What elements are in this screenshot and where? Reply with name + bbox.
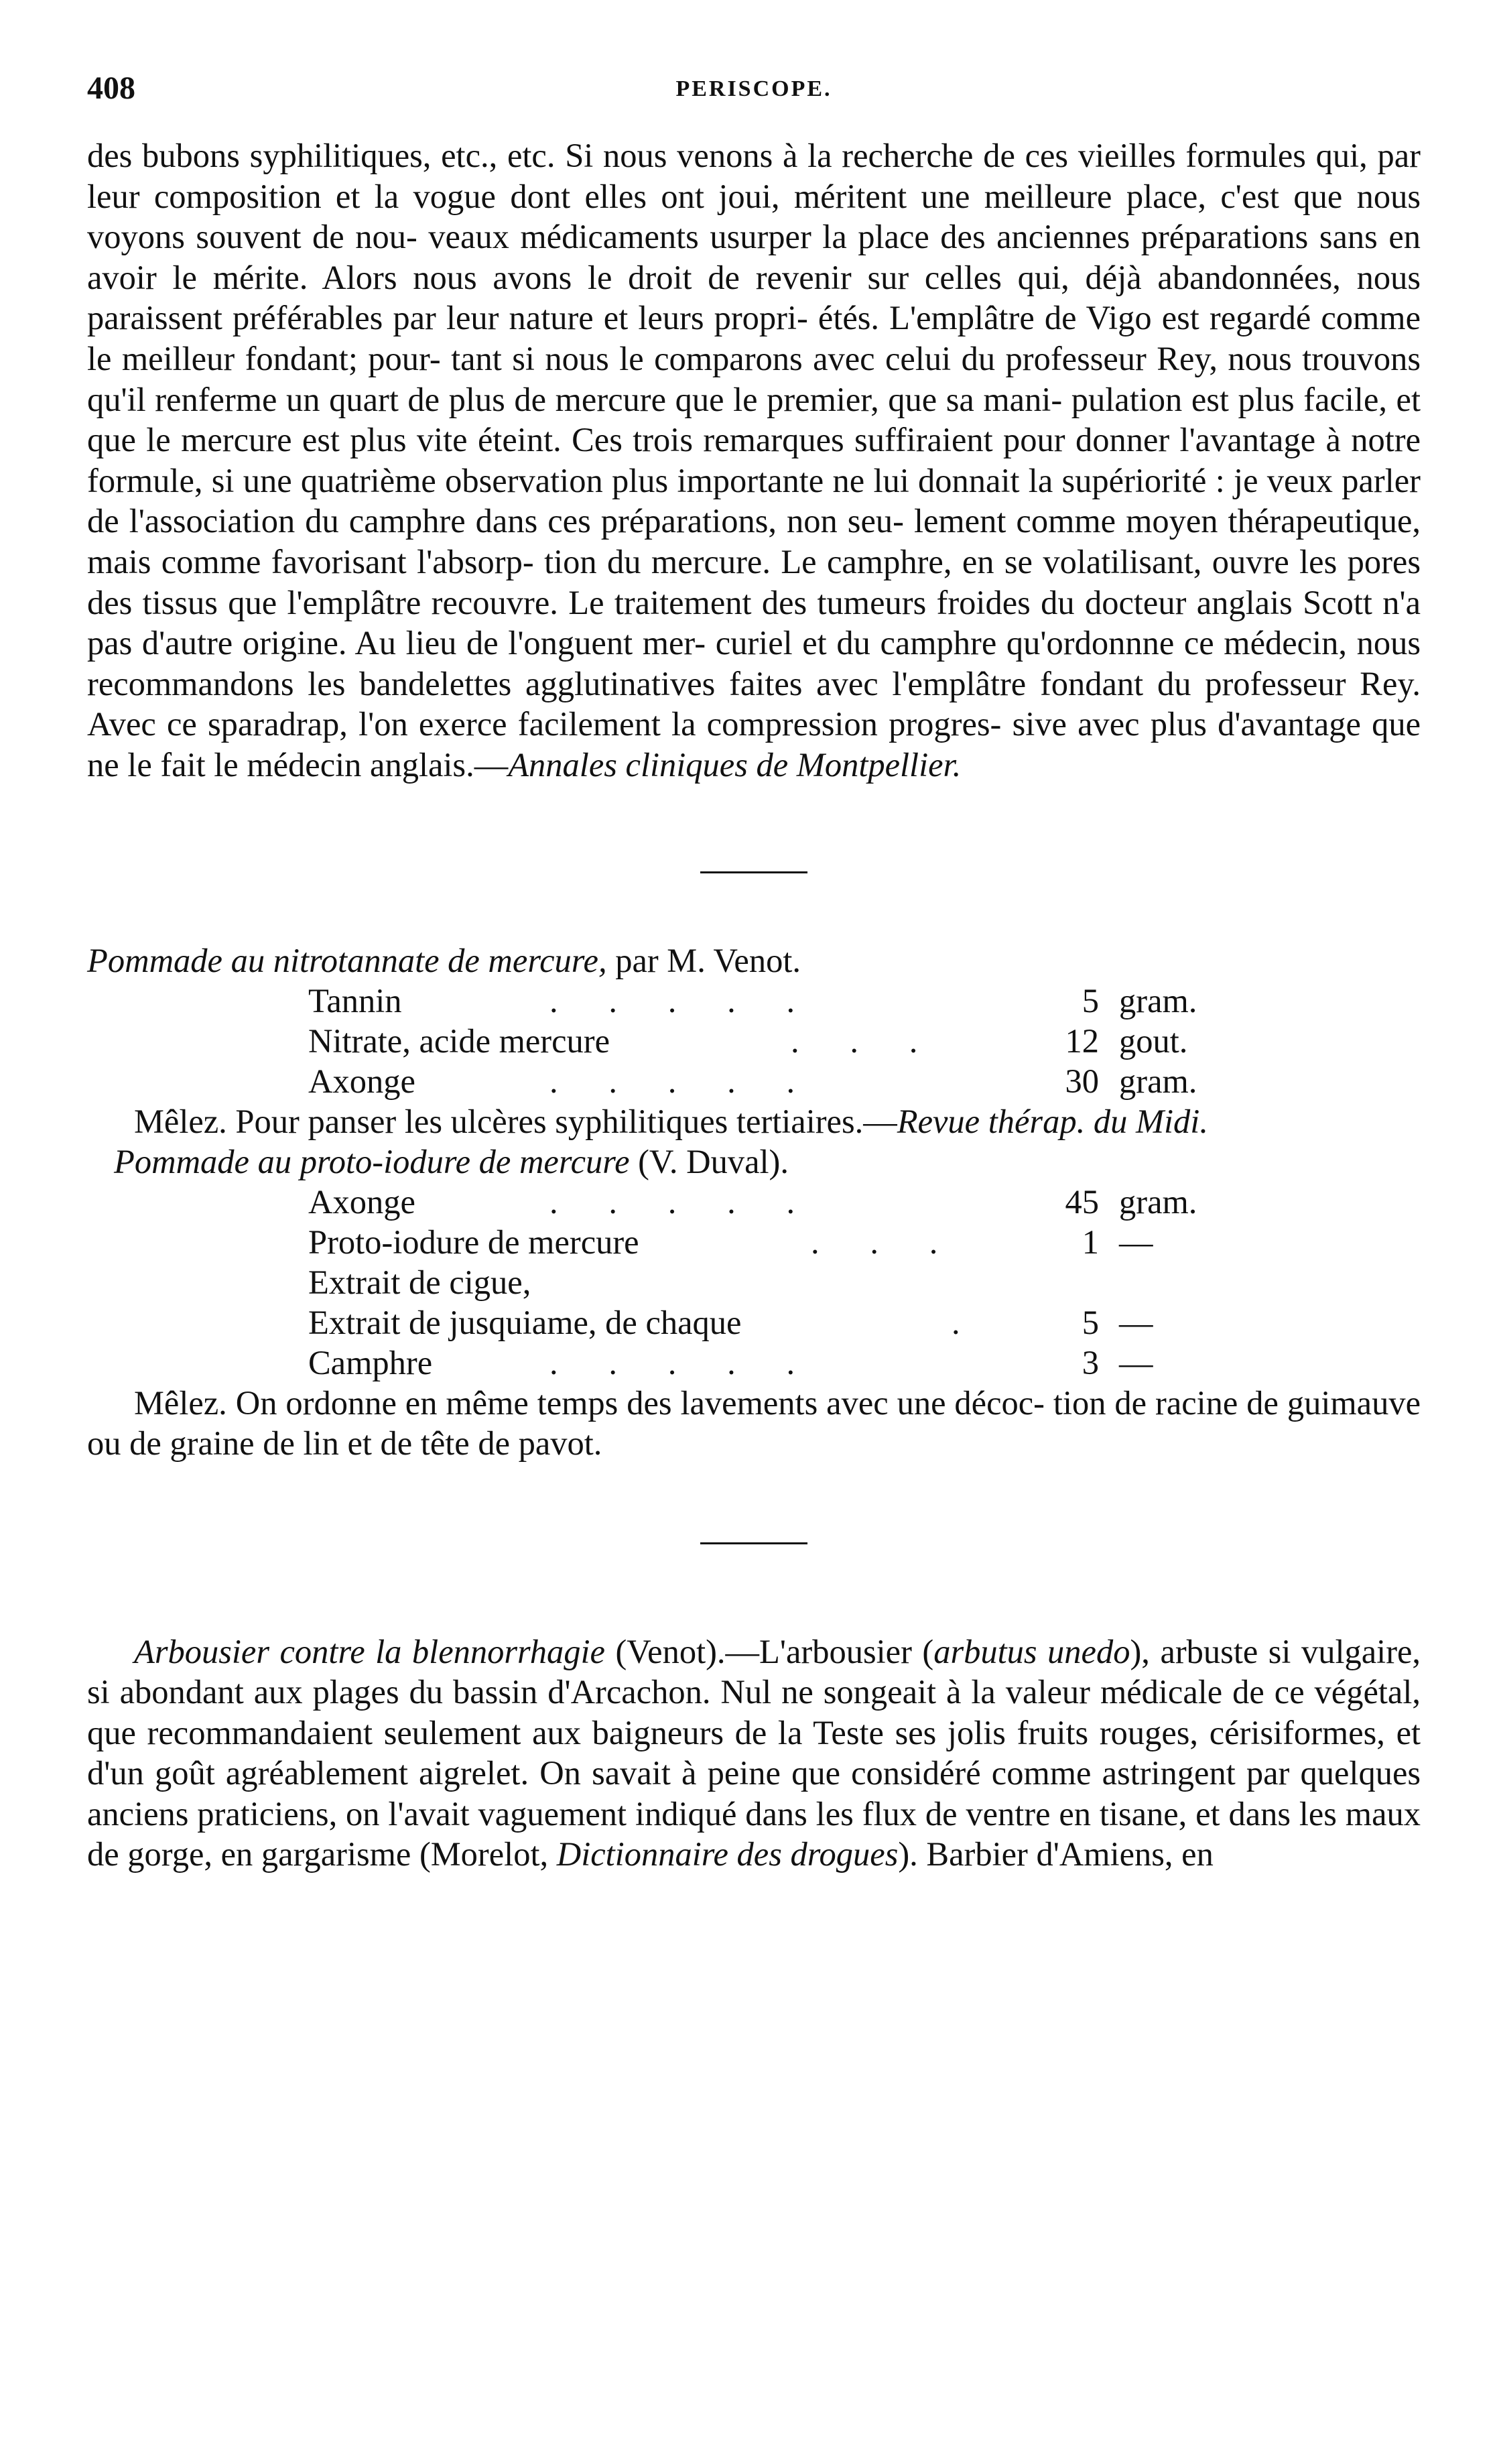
leader-dots: . . . . . [549, 1182, 795, 1221]
text-line: avoir le mérite. Alors nous avons le droit de revenir sur celles qui, déjà [87, 258, 1142, 296]
text-line: veux parler de l'association du camphre dans ces préparations, non seu- [87, 461, 1421, 540]
text-line: veaux médicaments usurper la place des anciennes préparations sans en [428, 218, 1421, 256]
formula-title [114, 1142, 1421, 1182]
text-line: vieilles formules qui, par leur composition et la vogue dont elles ont joui, [87, 137, 1421, 215]
ingredient-unit: gram. [1119, 981, 1197, 1020]
ingredient-unit: gram. [1119, 1062, 1197, 1100]
instruction-text: Mêlez. On ordonne en même temps des lavements avec une décoc- [134, 1383, 1045, 1422]
ingredient-name: Camphre [308, 1343, 433, 1381]
article-title: Arbousier contre la blennorrhagie [134, 1632, 605, 1670]
ingredient-row [308, 1061, 1197, 1101]
text-line: indiqué dans les flux de ventre en tisane, et dans les maux de gorge, en [87, 1794, 1421, 1873]
ingredient-unit: — [1119, 1303, 1153, 1341]
ingredient-unit: gram. [1119, 1182, 1197, 1221]
page-header [87, 54, 1421, 127]
source-citation: du Midi. [1093, 1102, 1208, 1140]
section-divider [700, 1542, 807, 1544]
text-line: gargarisme (Morelot, [261, 1835, 557, 1873]
text-line: Rey. Avec ce sparadrap, l'on exerce facilement la compression progres- [87, 664, 1421, 743]
formula-author: (V. Duval). [629, 1142, 789, 1180]
leader-dots: . . . [811, 1223, 938, 1261]
text-line: tant si nous le comparons avec celui du professeur Rey, nous trouvons [451, 339, 1421, 377]
ingredient-name: Extrait de cigue, [308, 1263, 531, 1301]
text-line: étés. L'emplâtre de Vigo est regardé comme le meilleur fondant; pour- [87, 299, 1421, 377]
text-line: des bubons syphilitiques, etc., etc. Si nous venons à la recherche de ces [87, 137, 1069, 174]
ingredient-unit: — [1119, 1223, 1153, 1261]
text-line: arbuste si vulgaire, si abondant aux plages du bassin d'Arcachon. Nul [87, 1632, 1421, 1711]
text-line: tion du mercure. Le camphre, en se volatilisant, ouvre les pores des [87, 542, 1421, 621]
text-line: abandonnées, nous paraissent préférables par leur nature et leurs propri- [87, 258, 1421, 337]
instruction-text: tion de racine de guimauve ou de graine de lin et de tête de pavot. [87, 1383, 1421, 1462]
ingredient-unit: — [1119, 1343, 1153, 1381]
leader-dots: . [952, 1303, 960, 1341]
text-line: ). Barbier d'Amiens, en [898, 1835, 1214, 1873]
text-line: (Venot).—L'arbousier ( [604, 1632, 934, 1670]
text-line: méritent une meilleure place, c'est que nous voyons souvent de nou- [87, 177, 1421, 256]
formula-author: par M. Venot. [606, 941, 801, 979]
ingredient-quantity: 3 [1082, 1343, 1099, 1381]
ingredient-unit: gout. [1119, 1022, 1188, 1060]
text-line: quatrième observation plus importante ne lui donnait la supériorité : je [300, 461, 1258, 499]
leader-dots: . . . . . [549, 1343, 795, 1381]
text-line: bandelettes agglutinatives faites avec l'emplâtre fondant du professeur [359, 664, 1346, 702]
ingredient-list [308, 981, 1197, 1101]
ingredient-row [308, 1021, 1193, 1061]
ingredient-quantity: 5 [1082, 981, 1099, 1020]
text-line: docteur anglais Scott n'a pas d'autre origine. Au lieu de l'onguent mer- [87, 583, 1421, 662]
source-citation: Annales [508, 745, 617, 784]
source-citation: cliniques de Montpellier. [625, 745, 962, 784]
ingredient-name: Extrait de jusquiame, de chaque [308, 1303, 742, 1341]
formula-instructions [87, 1383, 1421, 1463]
formula-name: Pommade au proto-iodure de mercure [114, 1142, 630, 1180]
text-line: curiel et du camphre qu'ordonnne ce médecin, nous recommandons les [87, 624, 1421, 702]
text-line: qu'il renferme un quart de plus de mercure que le premier, que sa mani- [87, 380, 1063, 418]
formula-instructions [87, 1101, 1421, 1142]
ingredient-quantity: 5 [1082, 1303, 1099, 1341]
ingredient-name: Axonge [308, 1182, 415, 1221]
text-line: tissus que l'emplâtre recouvre. Le traitement des tumeurs froides du [142, 583, 1075, 621]
leader-dots: . . . . . [549, 981, 795, 1020]
text-line: lement comme moyen thérapeutique, mais comme favorisant l'absorp- [87, 502, 1421, 580]
leader-dots: . . . [791, 1022, 918, 1060]
source-citation: Revue thérap. [897, 1102, 1086, 1140]
ingredient-quantity: 1 [1082, 1223, 1099, 1261]
ingredient-quantity: 45 [1065, 1182, 1099, 1221]
ingredient-name: Proto-iodure de mercure [308, 1223, 639, 1261]
text-line: remarques suffiraient pour donner l'avantage à notre formule, si une [87, 421, 1421, 499]
ingredient-quantity: 12 [1065, 1022, 1099, 1060]
ingredient-list [308, 1182, 1197, 1383]
text-line: ne songeait à la valeur médicale de ce végétal, que recommandaient [87, 1673, 1421, 1751]
source-citation: Dictionnaire des drogues [556, 1835, 899, 1873]
text-line: ), [1130, 1632, 1150, 1670]
page-number: 408 [87, 70, 135, 106]
ingredient-quantity: 30 [1065, 1062, 1099, 1100]
leader-dots: . . . . . [549, 1062, 795, 1100]
latin-name: arbutus unedo [933, 1632, 1130, 1670]
formula-name: Pommade au nitrotannate de mercure, [87, 941, 607, 979]
article-emplatre-text [87, 135, 1421, 786]
text-line: sive avec plus d'avantage que ne le fait le médecin anglais.— [87, 705, 1421, 784]
ingredient-row [308, 1343, 1193, 1383]
ingredient-name: Tannin [308, 981, 402, 1020]
ingredient-row [308, 981, 1197, 1021]
ingredient-name: Nitrate, acide mercure [308, 1022, 610, 1060]
ingredient-row [308, 1222, 1193, 1262]
text-line: comme astringent par quelques anciens praticiens, on l'avait vaguement [87, 1754, 1421, 1833]
article-arbousier-text [87, 1631, 1421, 1875]
instruction-text: Mêlez. Pour panser les ulcères syphilitiques tertiaires.— [134, 1102, 897, 1140]
ingredient-row [308, 1262, 1193, 1302]
ingredient-name: Axonge [308, 1062, 415, 1100]
section-divider [700, 871, 807, 873]
text-line: et d'un goût agréablement aigrelet. On savait à peine que considéré [87, 1713, 1421, 1792]
formula-title [87, 940, 1421, 981]
text-line: pulation est plus facile, et que le mercure est plus vite éteint. Ces trois [87, 380, 1421, 459]
text-line: seulement aux baigneurs de la Teste ses jolis fruits rouges, cérisiformes, [383, 1713, 1385, 1751]
ingredient-row [308, 1182, 1197, 1222]
ingredient-row [308, 1302, 1193, 1343]
running-title: PERISCOPE. [675, 76, 832, 101]
book-page [87, 54, 1421, 1875]
